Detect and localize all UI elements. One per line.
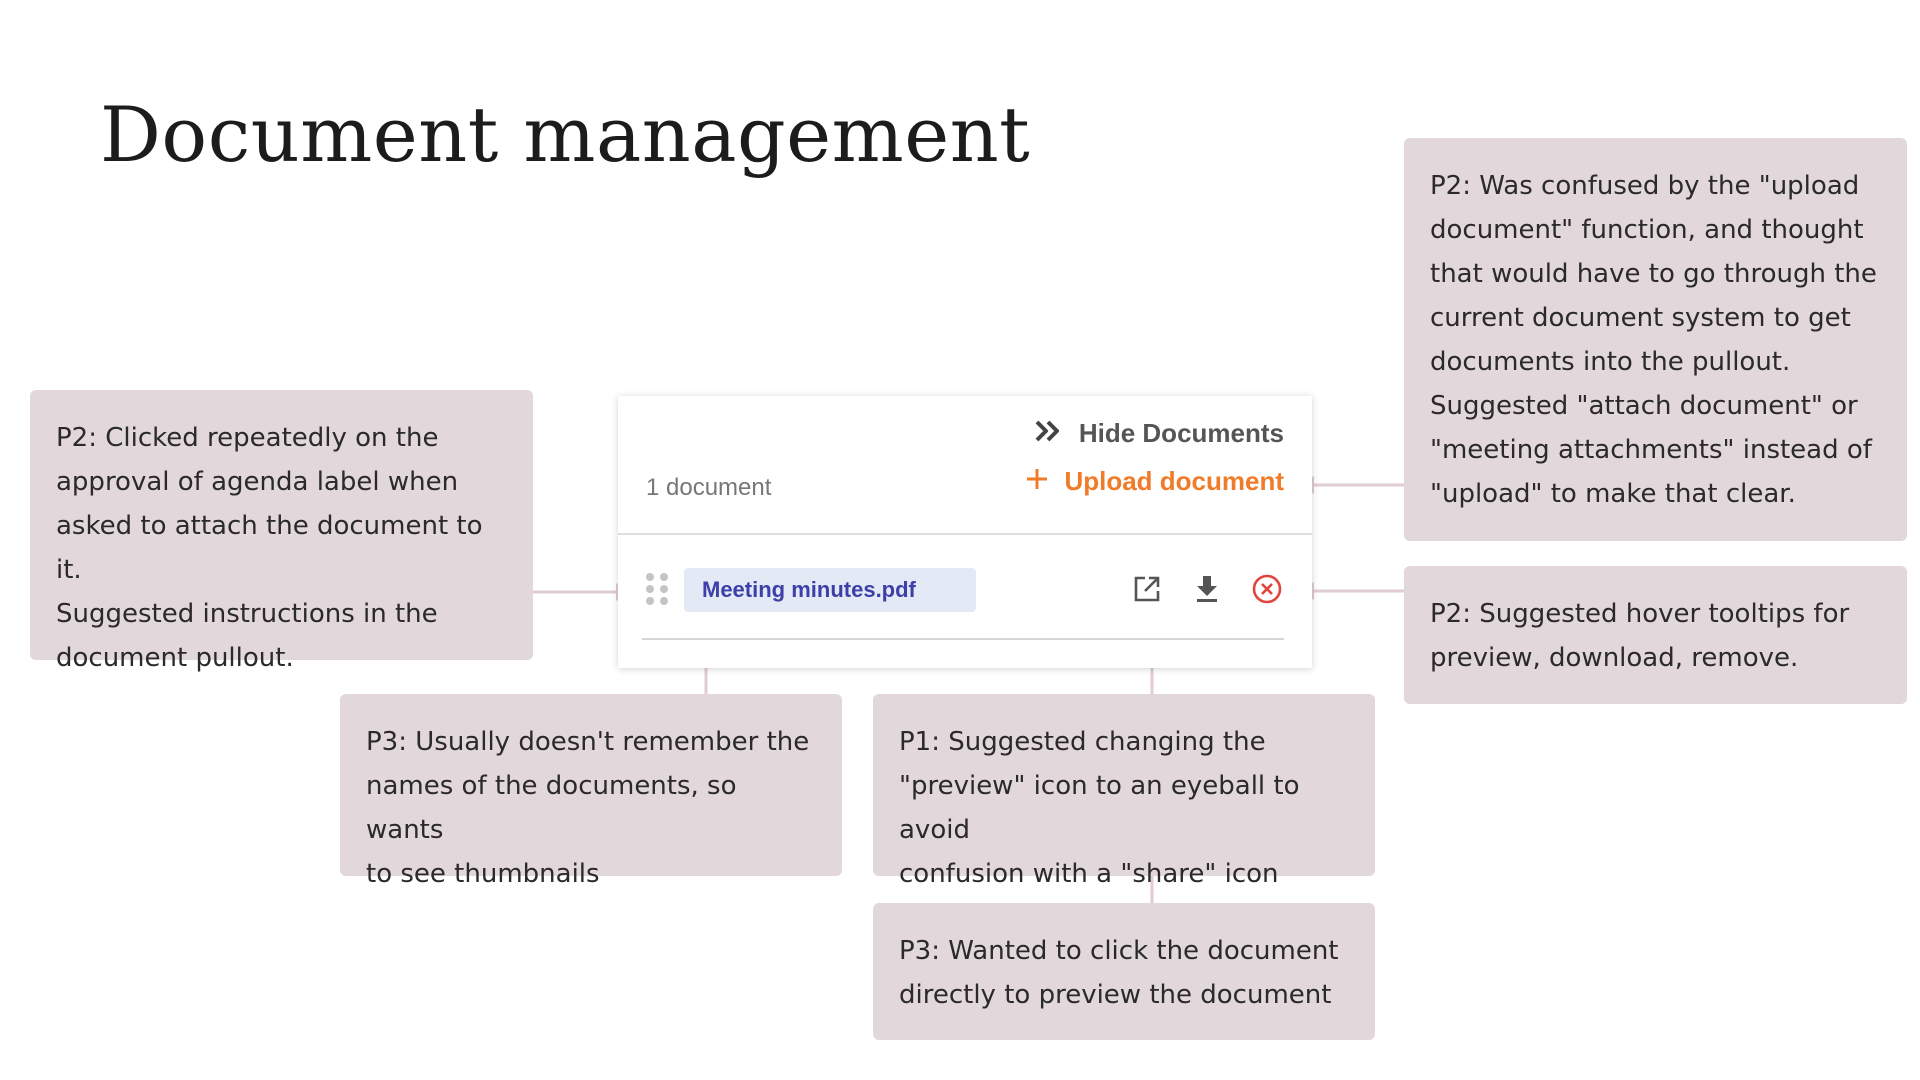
note-upload-confusion: P2: Was confused by the "upload document" function, and thought that would have to go through the current document system to get documents into the pullout. Suggested "attach document" or "meeting attachments" instead of "upload" to make that clear. xyxy=(1404,138,1907,541)
document-name-link[interactable]: Meeting minutes.pdf xyxy=(684,568,976,612)
panel-divider xyxy=(618,533,1312,535)
upload-document-label: Upload document xyxy=(1064,466,1284,496)
plus-icon xyxy=(1026,466,1048,497)
download-icon[interactable] xyxy=(1190,572,1224,606)
page-title: Document management xyxy=(100,90,1031,179)
note-click-to-preview: P3: Wanted to click the document directly to preview the document xyxy=(873,903,1375,1040)
note-agenda-label-confusion: P2: Clicked repeatedly on the approval of agenda label when asked to attach the document to it. Suggested instructions in the document pullout. xyxy=(30,390,533,660)
note-preview-icon: P1: Suggested changing the "preview" icon to an eyeball to avoid confusion with a "share" icon xyxy=(873,694,1375,876)
document-count: 1 document xyxy=(646,474,772,501)
note-hover-tooltips: P2: Suggested hover tooltips for preview, download, remove. xyxy=(1404,566,1907,704)
document-row xyxy=(642,568,1284,640)
double-chevron-right-icon xyxy=(1035,418,1061,449)
open-external-icon[interactable] xyxy=(1130,572,1164,606)
drag-handle-icon[interactable] xyxy=(644,572,670,606)
hide-documents-button[interactable] xyxy=(1035,418,1284,449)
remove-circle-icon[interactable] xyxy=(1250,572,1284,606)
document-row-actions xyxy=(1130,572,1284,606)
document-pullout-panel xyxy=(618,396,1312,668)
upload-document-button[interactable] xyxy=(1026,466,1284,497)
hide-documents-label: Hide Documents xyxy=(1078,418,1284,448)
note-thumbnails: P3: Usually doesn't remember the names of the documents, so wants to see thumbnails xyxy=(340,694,842,876)
